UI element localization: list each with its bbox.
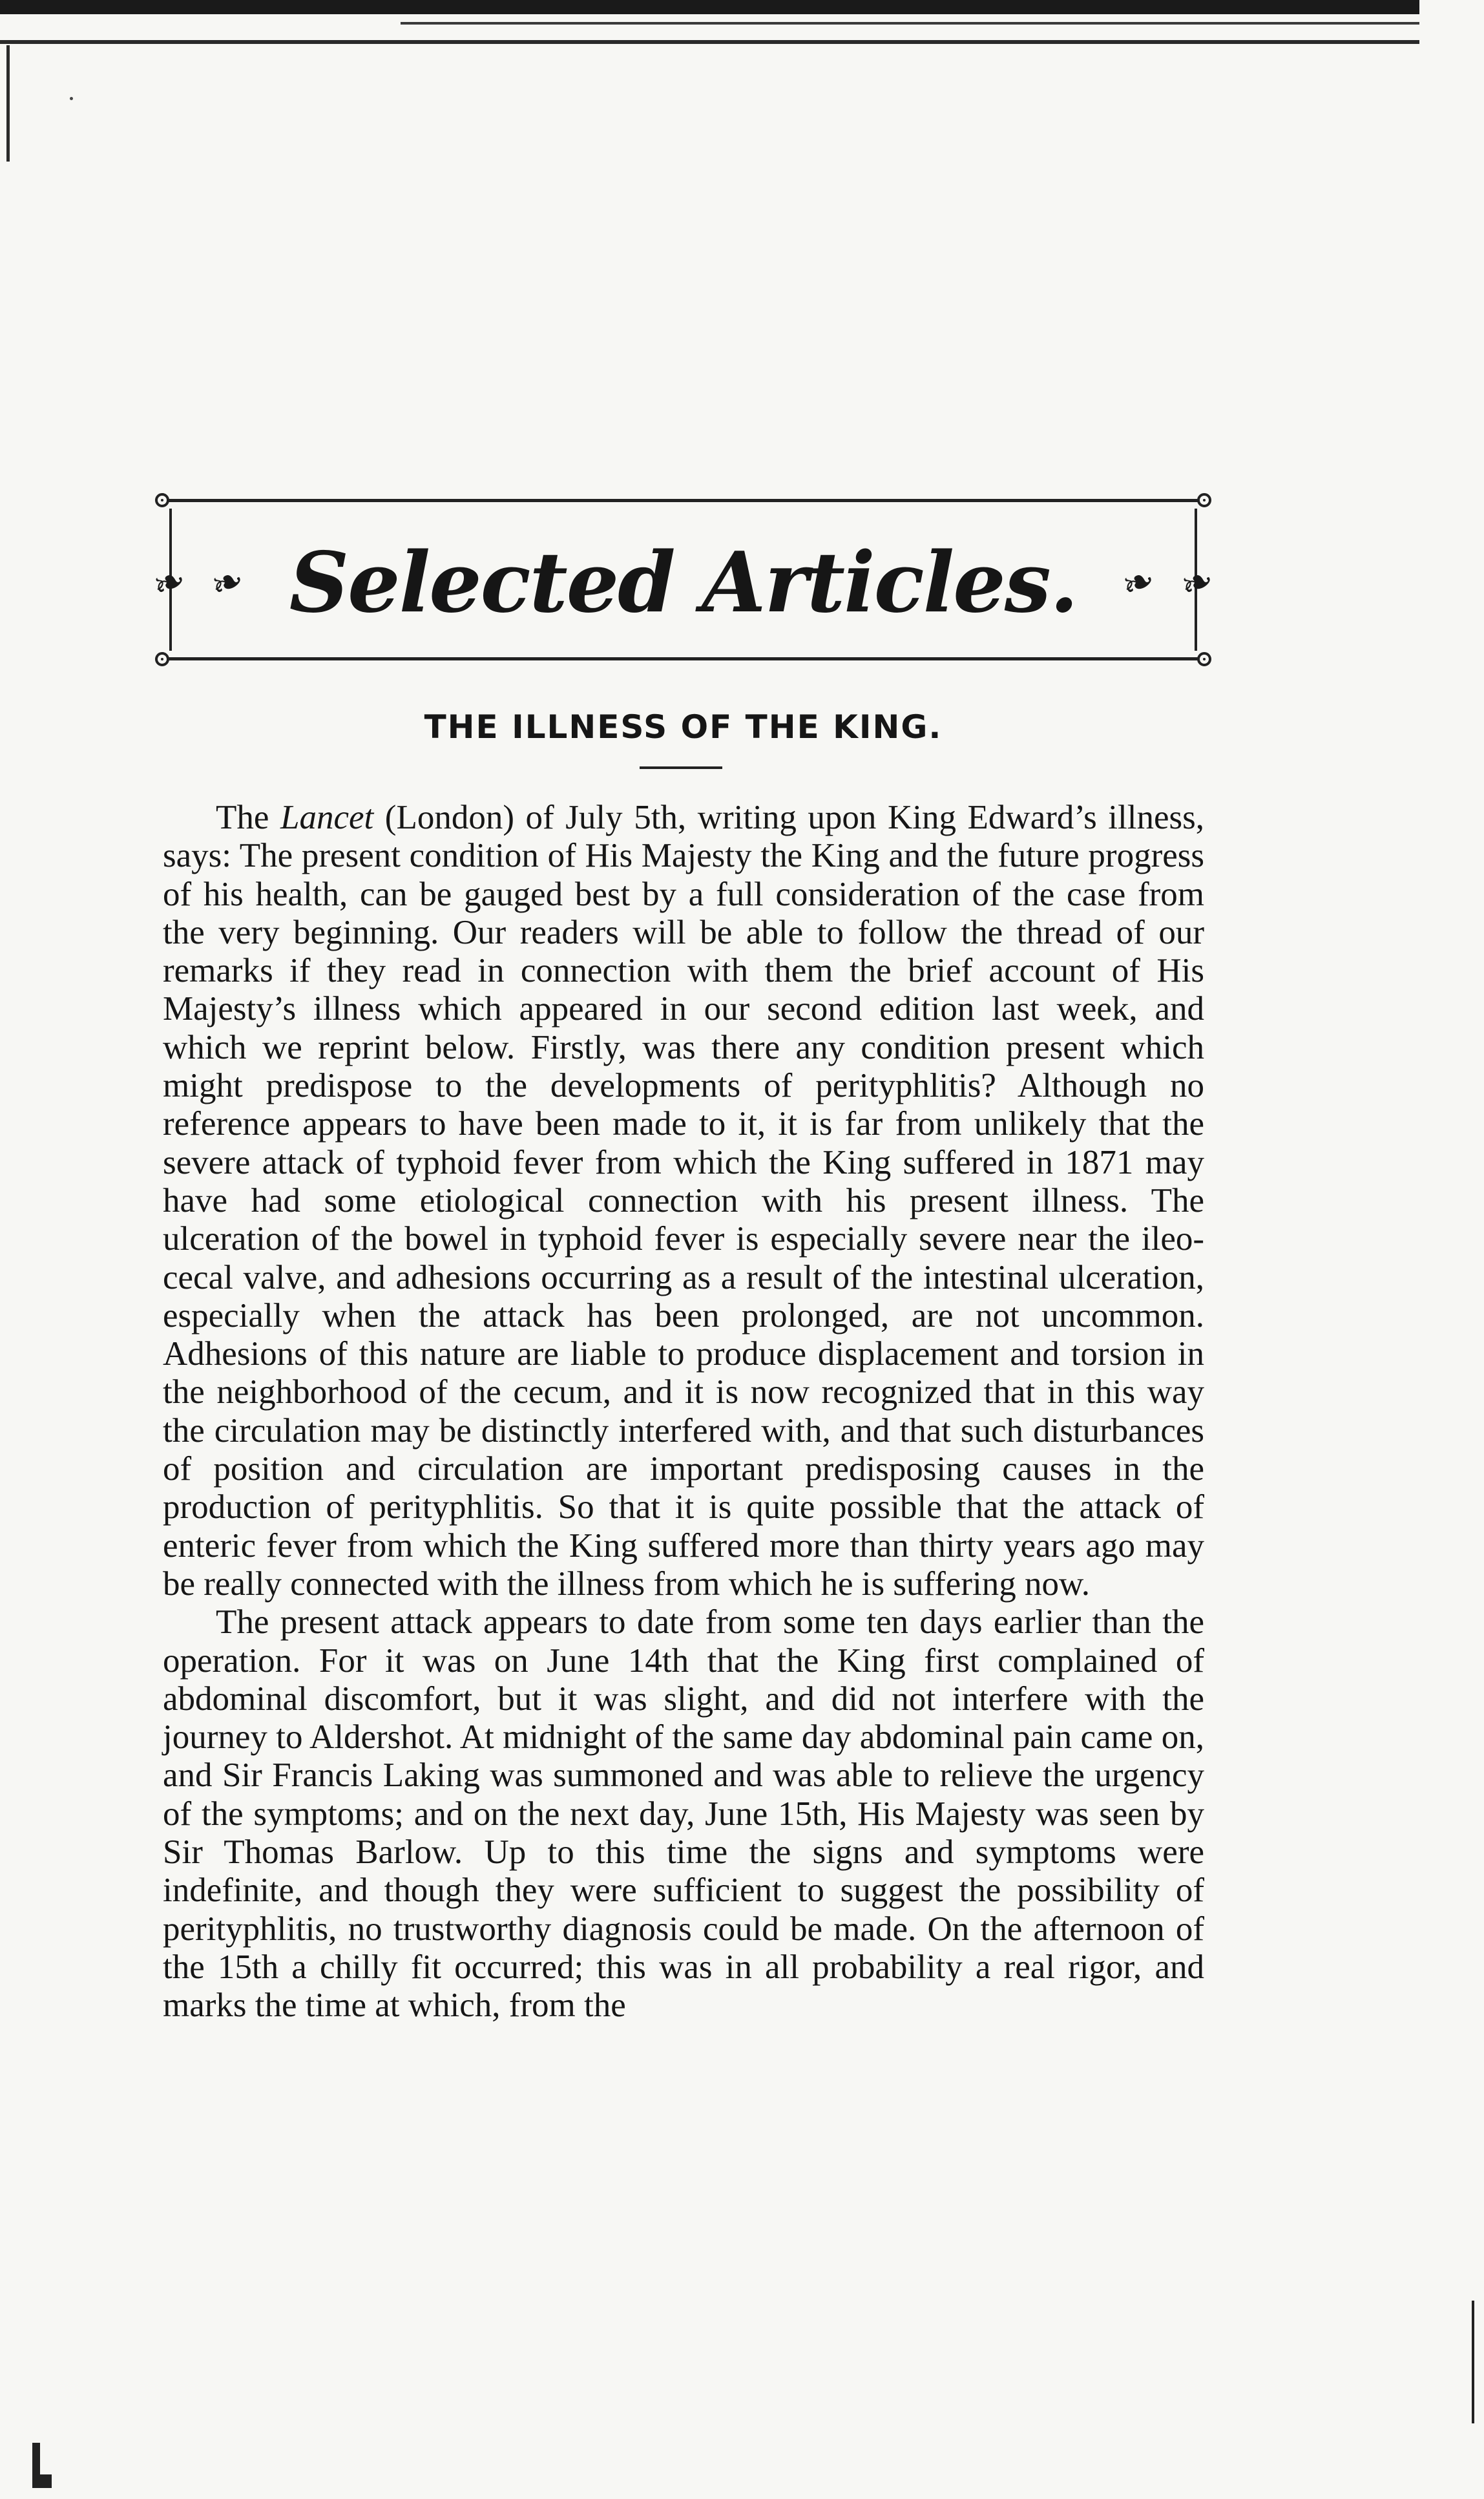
article-title: THE ILLNESS OF THE KING. <box>424 708 943 746</box>
corner-ornament-icon <box>1197 493 1211 507</box>
left-edge-mark <box>6 45 10 162</box>
title-divider <box>640 766 722 769</box>
stray-dot <box>70 97 73 100</box>
corner-ornament-icon <box>155 493 169 507</box>
paragraph-intro: The <box>216 799 280 836</box>
bottom-left-corner-mark <box>32 2443 52 2488</box>
right-margin-mark <box>1472 2301 1474 2423</box>
section-header-box <box>146 499 1220 660</box>
article-paragraph <box>163 799 1204 1603</box>
section-title: Selected Articles. <box>289 534 1078 631</box>
leaf-ornament-icon: ❧ <box>1115 556 1162 610</box>
leaf-ornament-icon: ❧ <box>204 556 251 610</box>
leaf-ornament-icon: ❧ <box>146 556 193 610</box>
paragraph-text: The present attack appears to date from some ten days earlier than the operation. For it was on June 14th that the King first complained of abdominal discomfort, but it was slight, and did not interfere with the journey to Aldershot. At midnight of the same day abdominal pain came on, and Sir Francis Laking was summoned and was able to relieve the urgency of the symptoms; and on the next day, June 15th, His Majesty was seen by Sir Thomas Barlow. Up to this time the signs and symptoms were indefinite, and though they were sufficient to suggest the possibility of perityphlitis, no trustworthy diagnosis could be made. On the afternoon of the 15th a chilly fit occurred; this was in all probability a real rigor, and marks the time at which, from the <box>163 1603 1204 2025</box>
top-edge-lower-rule <box>0 40 1419 44</box>
article-paragraph <box>163 1603 1204 2025</box>
leaf-ornament-icon: ❧ <box>1174 556 1220 610</box>
top-edge-thin-rule <box>401 22 1419 25</box>
top-edge-rule <box>0 0 1419 14</box>
section-header-row <box>146 534 1220 631</box>
corner-ornament-icon <box>155 652 169 666</box>
article-body <box>163 799 1204 2025</box>
paragraph-text: (London) of July 5th, writing upon King Edward’s illness, says: The present condition of His Majesty the King and the future progress of his health, can be gauged best by a full consideration of the case from the very beginning. Our readers will be able to follow the thread of our remarks if they read in connection with them the brief account of His Majesty’s illness which appeared in our second edition last week, and which we reprint below. Firstly, was there any condition present which might predispose to the developments of perityphlitis? Although no reference appears to have been made to it, it is far from unlikely that the severe attack of typhoid fever from which the King suffered in 1871 may have had some etiological connection with his present illness. The ulceration of the bowel in typhoid fever is especially severe near the ileo-cecal valve, and adhesions occurring as a result of the intestinal ulceration, especially when the attack has been prolonged, are not uncommon. Adhesions of this nature are liable to produce displacement and torsion in the neighborhood of the cecum, and it is now recognized that in this way the circulation may be distinctly interfered with, and that such disturbances of position and circulation are important predisposing causes in the production of perityphlitis. So that it is quite possible that the attack of enteric fever from which the King suffered more than thirty years ago may be really connected with the illness from which he is suffering now. <box>163 799 1205 1603</box>
corner-ornament-icon <box>1197 652 1211 666</box>
publication-name: Lancet <box>280 799 374 836</box>
